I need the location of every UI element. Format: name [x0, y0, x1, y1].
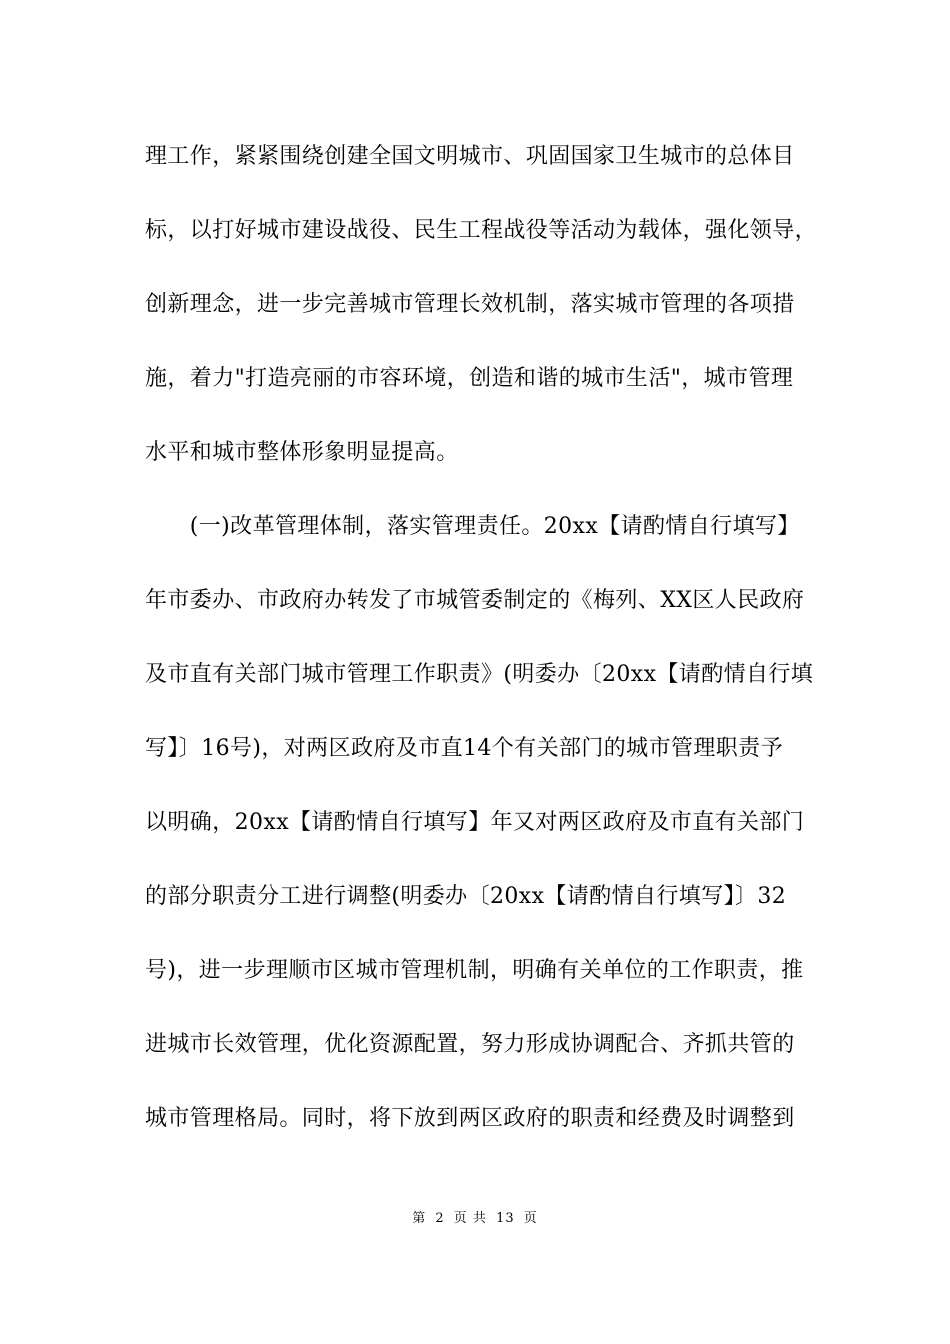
paragraph-line: 及市直有关部门城市管理工作职责》(明委办〔20xx【请酌情自行填: [145, 662, 814, 687]
paragraph-line: 年市委办、市政府办转发了市城管委制定的《梅列、XX区人民政府: [145, 588, 805, 613]
paragraph-line: 城市管理格局。同时，将下放到两区政府的职责和经费及时调整到: [145, 1106, 795, 1131]
footer-middle: 页 共: [453, 1211, 487, 1226]
footer-current-page: 2: [435, 1211, 445, 1226]
paragraph-line: 理工作，紧紧围绕创建全国文明城市、巩固国家卫生城市的总体目: [145, 144, 795, 169]
paragraph-line: 进城市长效管理，优化资源配置，努力形成协调配合、齐抓共管的: [145, 1032, 795, 1057]
paragraph-line: 施，着力"打造亮丽的市容环境，创造和谐的城市生活"，城市管理: [145, 366, 794, 391]
paragraph-line: 写】〕16号)，对两区政府及市直14个有关部门的城市管理职责予: [145, 736, 783, 761]
paragraph-line: 创新理念，进一步完善城市管理长效机制，落实城市管理的各项措: [145, 292, 795, 317]
paragraph-line: 标，以打好城市建设战役、民生工程战役等活动为载体，强化领导，: [145, 218, 818, 243]
footer-prefix: 第: [412, 1211, 427, 1226]
paragraph-line: 号)，进一步理顺市区城市管理机制，明确有关单位的工作职责，推: [145, 958, 804, 983]
paragraph-line: 水平和城市整体形象明显提高。: [145, 440, 459, 465]
paragraph-line: 以明确，20xx【请酌情自行填写】年又对两区政府及市直有关部门: [145, 810, 805, 835]
paragraph-line: 的部分职责分工进行调整(明委办〔20xx【请酌情自行填写】〕32: [145, 884, 787, 909]
page-footer: [0, 1210, 950, 1228]
footer-total-pages: 13: [496, 1211, 515, 1226]
paragraph-line: (一)改革管理体制，落实管理责任。20xx【请酌情自行填写】: [145, 514, 800, 539]
footer-suffix: 页: [523, 1211, 538, 1226]
